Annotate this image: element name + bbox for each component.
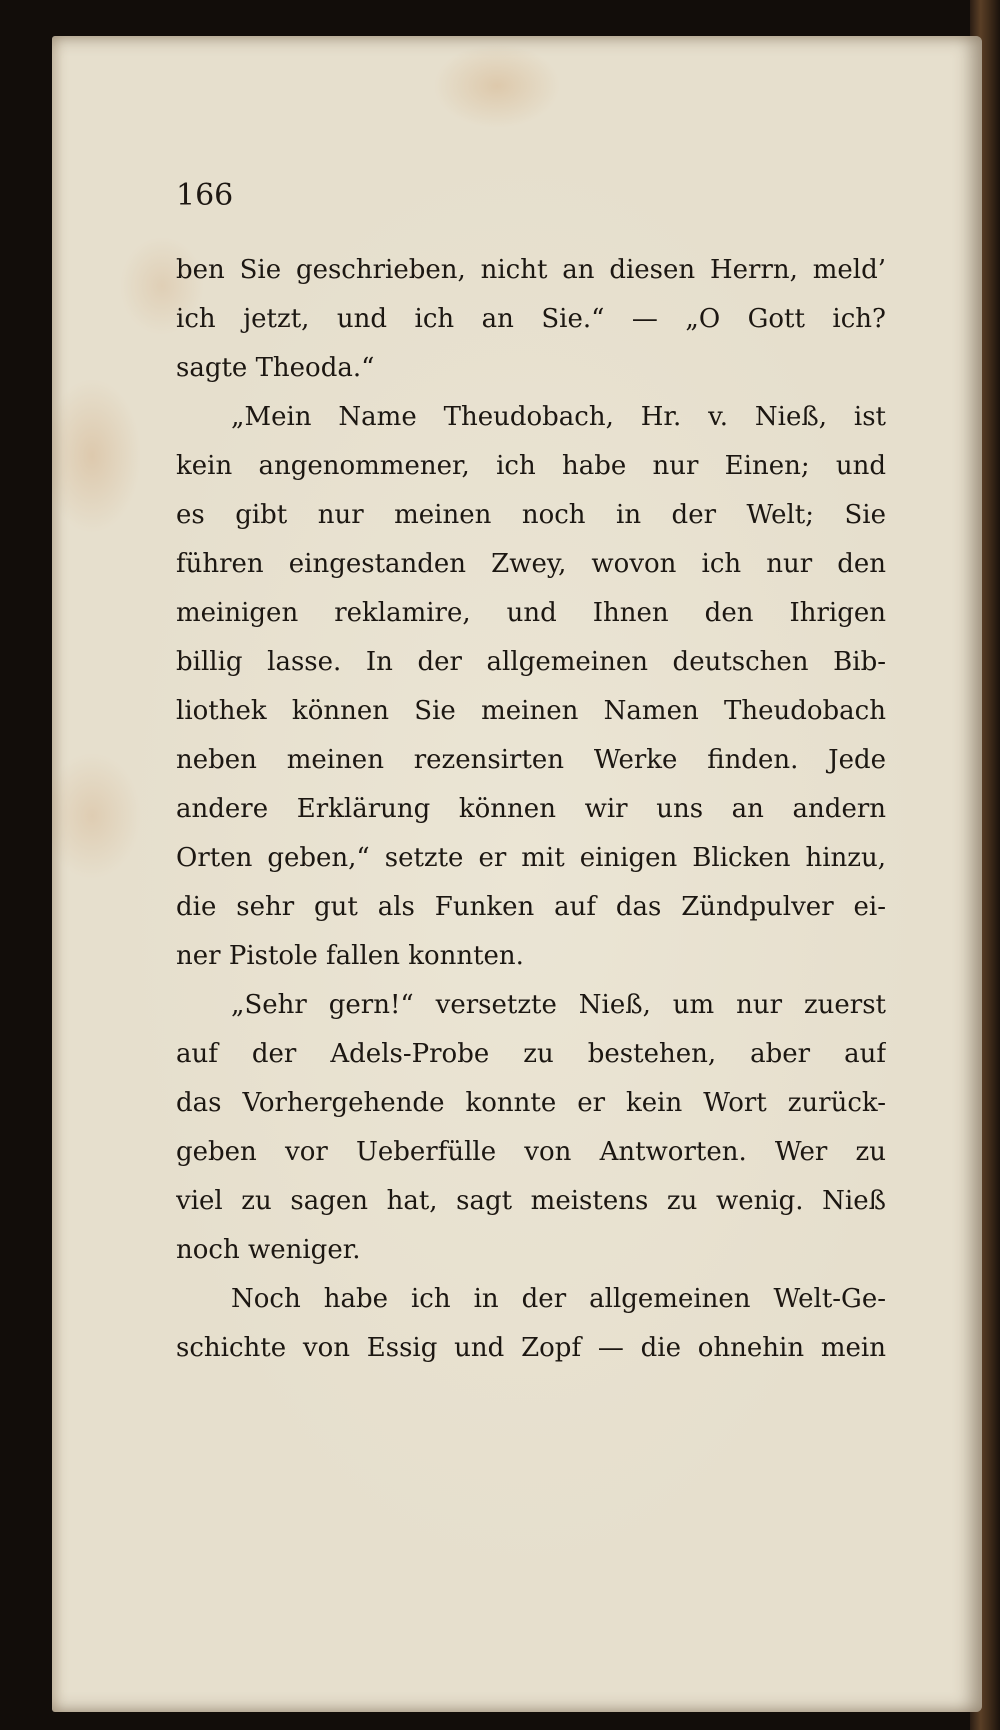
text-line: geben vor Ueberfülle von Antworten. Wer zu <box>176 1137 886 1167</box>
text-line: ich jetzt, und ich an Sie.“ — „O Gott ich? <box>176 304 886 334</box>
body-text <box>176 246 886 1373</box>
text-line: sagte Theoda.“ <box>176 353 375 383</box>
text-line: liothek können Sie meinen Namen Theudobach <box>176 696 886 726</box>
text-line: das Vorhergehende konnte er kein Wort zurück- <box>176 1088 886 1118</box>
text-line: die sehr gut als Funken auf das Zündpulver ei- <box>176 892 886 922</box>
page-number: 166 <box>176 178 234 213</box>
text-line: führen eingestanden Zwey, wovon ich nur den <box>176 549 886 579</box>
text-line: kein angenommener, ich habe nur Einen; und <box>176 451 886 481</box>
text-line: andere Erklärung können wir uns an andern <box>176 794 886 824</box>
text-line: Orten geben,“ setzte er mit einigen Blicken hinzu, <box>176 843 886 873</box>
text-line: noch weniger. <box>176 1235 361 1265</box>
text-line: „Mein Name Theudobach, Hr. v. Nieß, ist <box>231 402 886 432</box>
text-line: meinigen reklamire, und Ihnen den Ihrigen <box>176 598 886 628</box>
text-line: viel zu sagen hat, sagt meistens zu wenig. Nieß <box>176 1186 886 1216</box>
text-line: neben meinen rezensirten Werke finden. Jede <box>176 745 886 775</box>
text-line: es gibt nur meinen noch in der Welt; Sie <box>176 500 886 530</box>
text-line: auf der Adels-Probe zu bestehen, aber auf <box>176 1039 886 1069</box>
text-line: schichte von Essig und Zopf — die ohnehin mein <box>176 1333 886 1363</box>
text-line: ner Pistole fallen konnten. <box>176 941 524 971</box>
text-line: billig lasse. In der allgemeinen deutschen Bib- <box>176 647 886 677</box>
text-line: Noch habe ich in der allgemeinen Welt-Ge- <box>231 1284 886 1314</box>
text-line: „Sehr gern!“ versetzte Nieß, um nur zuerst <box>231 990 886 1020</box>
text-line: ben Sie geschrieben, nicht an diesen Herrn, meld’ <box>176 255 886 285</box>
